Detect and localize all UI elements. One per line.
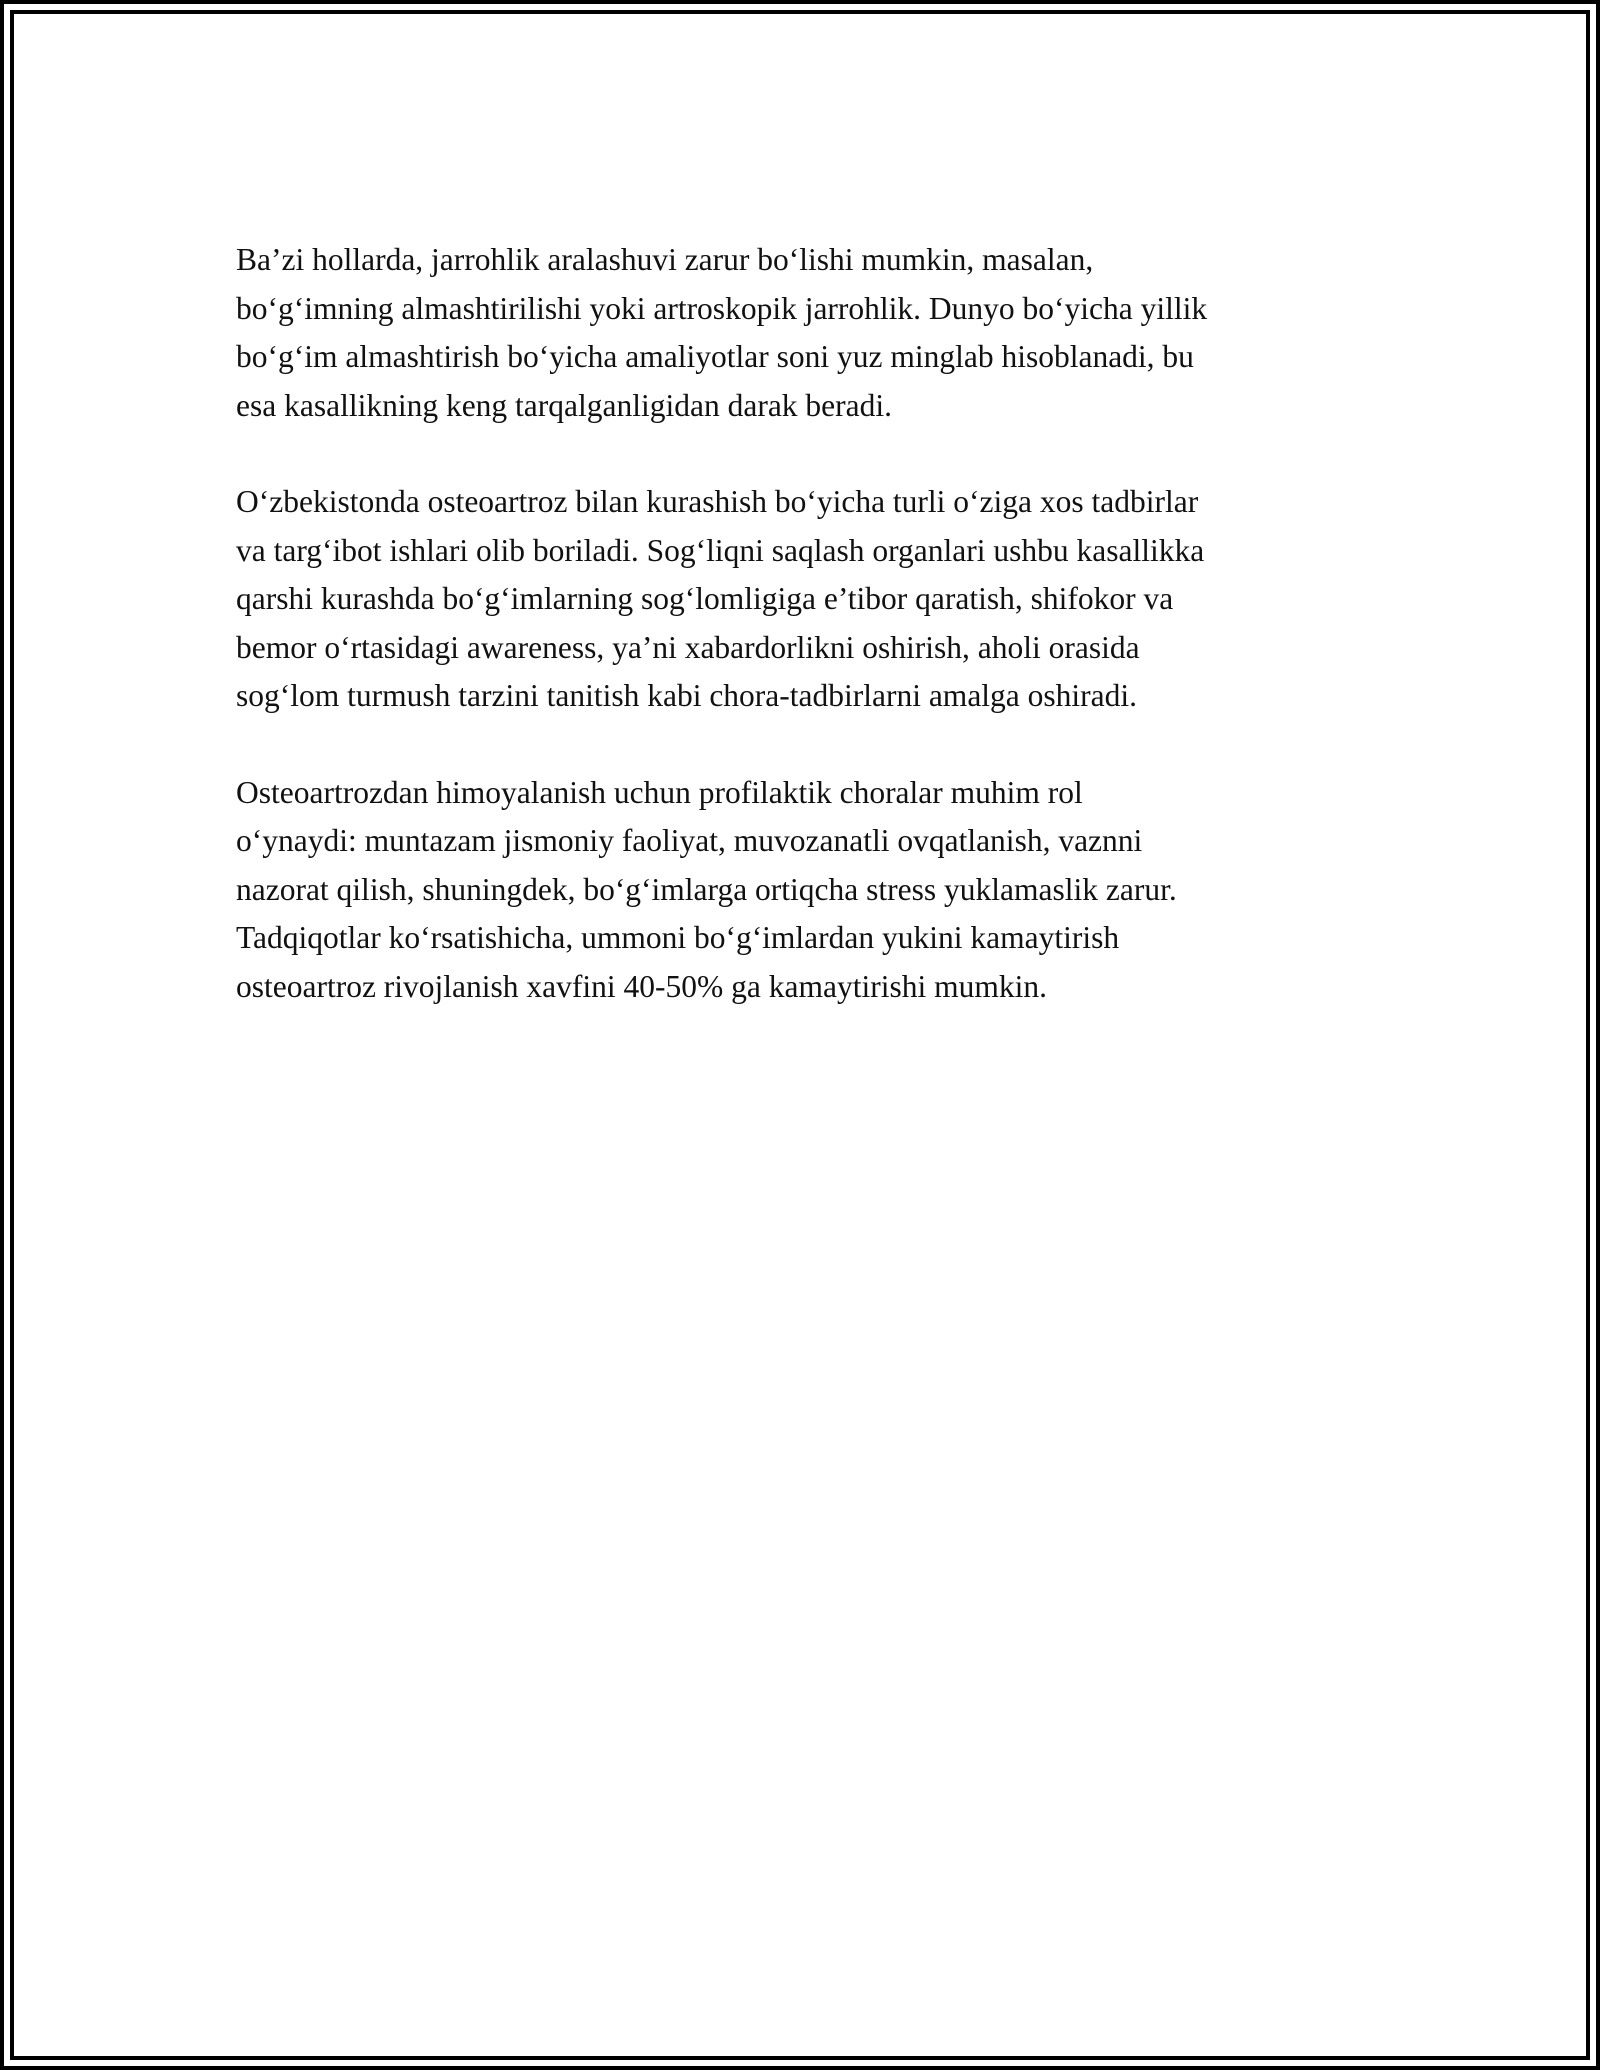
paragraph-uzbekistan [236, 478, 1376, 721]
text-line: nazorat qilish, shuningdek, bo‘g‘imlarga ortiqcha stress yuklamaslik zarur. [236, 871, 1177, 907]
paragraph-surgery [236, 236, 1376, 430]
paragraph-prevention [236, 769, 1376, 1012]
text-line: bemor o‘rtasidagi awareness, ya’ni xabardorlikni oshirish, aholi orasida [236, 629, 1140, 665]
text-line: Ba’zi hollarda, jarrohlik aralashuvi zarur bo‘lishi mumkin, masalan, [236, 242, 1094, 277]
document-body [236, 236, 1376, 1059]
text-line: o‘ynaydi: muntazam jismoniy faoliyat, muvozanatli ovqatlanish, vaznni [236, 823, 1143, 858]
text-line: Osteoartrozdan himoyalanish uchun profilaktik choralar muhim rol [236, 774, 1083, 810]
text-line: esa kasallikning keng tarqalganligidan darak beradi. [236, 387, 893, 423]
text-line: va targ‘ibot ishlari olib boriladi. Sog‘liqni saqlash organlari ushbu kasallikka [236, 532, 1205, 568]
text-line: bo‘g‘im almashtirish bo‘yicha amaliyotlar soni yuz minglab hisoblanadi, bu [236, 339, 1194, 374]
text-line: bo‘g‘imning almashtirilishi yoki artroskopik jarrohlik. Dunyo bo‘yicha yillik [236, 290, 1208, 326]
text-line: osteoartroz rivojlanish xavfini 40-50% ga kamaytirishi mumkin. [236, 968, 1047, 1004]
text-line: Tadqiqotlar ko‘rsatishicha, ummoni bo‘g‘imlardan yukini kamaytirish [236, 920, 1120, 955]
text-line: O‘zbekistonda osteoartroz bilan kurashish bo‘yicha turli o‘ziga xos tadbirlar [236, 484, 1199, 519]
text-line: qarshi kurashda bo‘g‘imlarning sog‘lomligiga e’tibor qaratish, shifokor va [236, 581, 1174, 616]
text-line: sog‘lom turmush tarzini tanitish kabi chora-tadbirlarni amalga oshiradi. [236, 678, 1138, 713]
